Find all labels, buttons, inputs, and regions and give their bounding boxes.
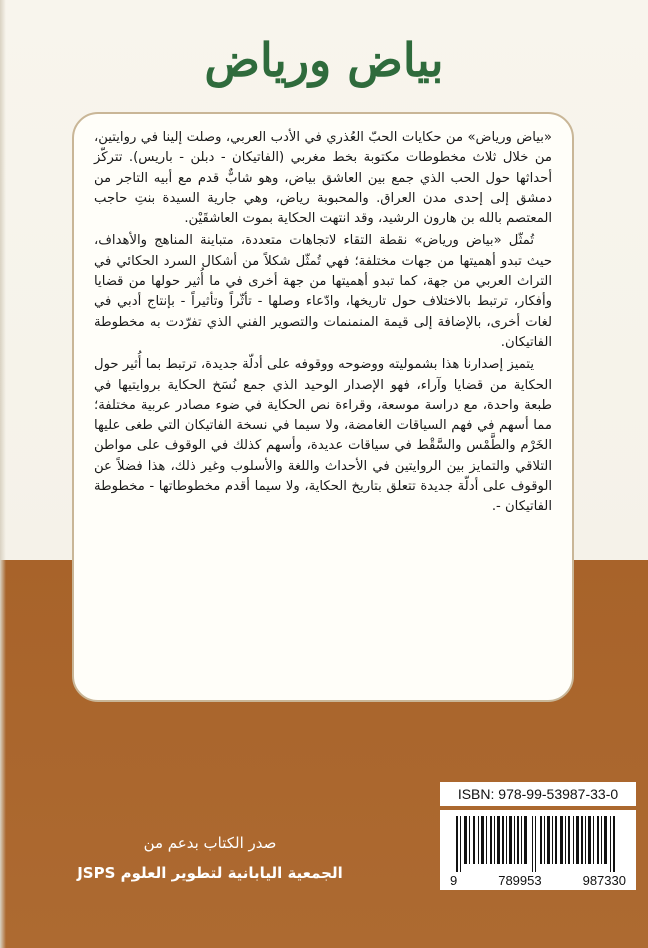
isbn-label: ISBN: 978-99-53987-33-0	[440, 782, 636, 806]
book-title: بياض ورياض	[204, 33, 444, 87]
description-paragraph-3: يتميز إصدارنا هذا بشموليته ووضوحه ووقوفه على أدلّة جديدة، ترتبط بما أُثير حول الحكاية من قضايا وآراء، فهو الإصدار الوحيد الذي جمع نُسَخ الحكاية بروايتيها في طبعة واحدة، مع دراسة موسعة، وقراءة نص الحكاية في ضوء مصادر عربية مختلفة؛ مما أسهم في فهم السياقات الغامضة، ولا سيما في نسخة الفاتيكان التي طغى عليها الخَرْم والطَّمْس والسَّقْط في سياقات عديدة، وأسهم كذلك في الوقوف على مواطن التلاقي والتمايز بين الروايتين في الأحداث واللغة والأسلوب وغير ذلك، هذا فضلاً عن الوقوف على أدلّة جديدة تتعلق بتاريخ الحكاية، ولا سيما أقدم مخطوطاتها - مخطوطة الفاتيكان -.	[94, 357, 552, 515]
description-paragraph-2: تُمثّل «بياض ورياض» نقطة التقاء لاتجاهات متعددة، متباينة المناهج والأهداف، حيث تبدو أهميتها من جهات مختلفة؛ فهي تُمثّل شكلاً من أشكال السرد الحكائي في التراث العربي من جهة، كما تبدو أهميتها من جهة أخرى في ما أُثير حولها من قضايا وأفكار، ترتبط بالاختلاف حول تاريخها، وادّعاء وصلها - تأثّراً وتأثيراً - بإنتاج أدبي في لغات أخرى، بالإضافة إلى قيمة المنمنمات والتصوير الفني الذي تفرّدت به مخطوطة الفاتيكان.	[94, 233, 552, 350]
barcode-group-2: 987330	[582, 873, 626, 888]
barcode-group-1: 789953	[498, 873, 542, 888]
description-paragraph-1: «بياض ورياض» من حكايات الحبّ العُذري في الأدب العربي، وصلت إلينا في روايتين، من خلال ثلاث مخطوطات مكتوبة بخط مغربي (الفاتيكان - دبلن - باريس). تتركّز أحداثها حول الحب الذي جمع بين العاشق بياض، وهو شابٌّ قدم مع أبيه التاجر من دمشق إلى إحدى مدن العراق. والمحبوبة رياض، وهي جارية السيدة بنتِ حاجب المعتصم بالله بن هارون الرشيد، وقد انتهت الحكاية بموت العاشقَيْن.	[94, 130, 552, 227]
barcode-lead-digit: 9	[450, 873, 458, 888]
sponsor-line-2: الجمعية اليابانية لتطوير العلوم JSPS	[77, 864, 343, 882]
barcode-bars-icon	[446, 816, 630, 872]
description-frame	[72, 112, 574, 702]
sponsor-line-1: صدر الكتاب بدعم من	[143, 834, 277, 852]
spine-edge	[0, 0, 6, 948]
barcode	[440, 810, 636, 890]
sponsor-block	[60, 828, 360, 888]
barcode-digits	[440, 873, 636, 888]
